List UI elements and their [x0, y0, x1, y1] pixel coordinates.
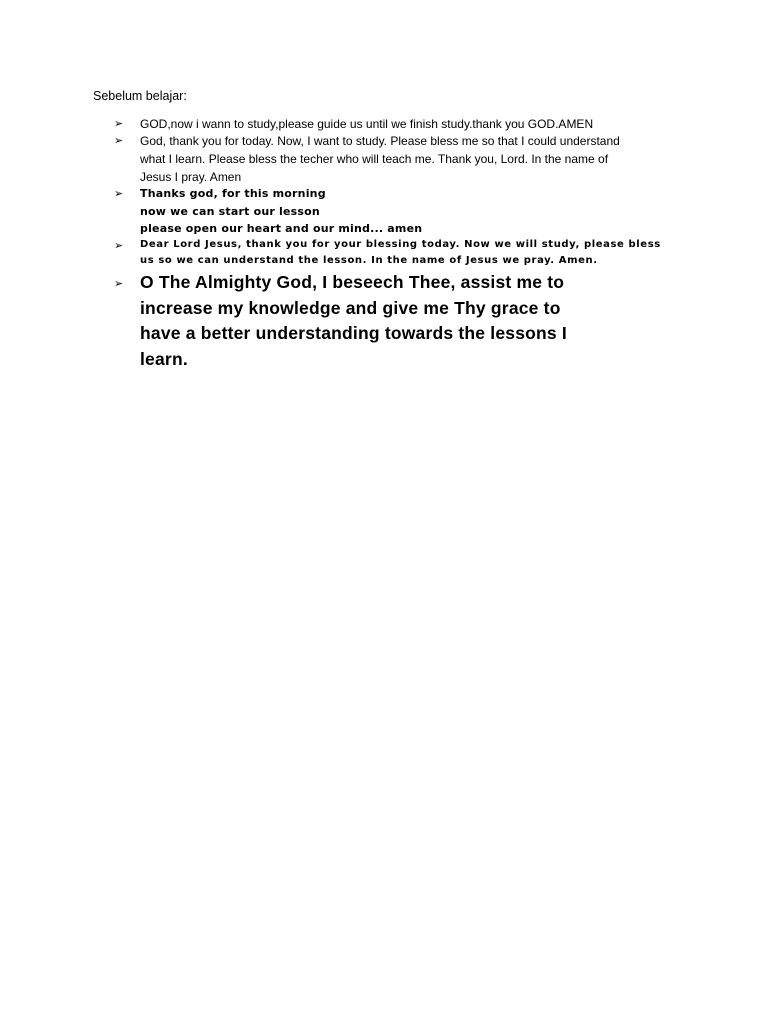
- prayer-text: God, thank you for today. Now, I want to study. Please bless me so that I could understand what I learn. Please bless the techer who will teach me. Thank you, Lord. In the name of Jesus I pray. Amen: [140, 134, 620, 184]
- document-heading: Sebelum belajar:: [93, 89, 187, 103]
- arrow-bullet-icon: ➢: [114, 187, 124, 200]
- prayer-text: O The Almighty God, I beseech Thee, assist me to increase my knowledge and give me Thy grace to have a better understanding towards the lessons I learn.: [140, 272, 567, 369]
- arrow-bullet-icon: ➢: [114, 239, 124, 252]
- arrow-bullet-icon: ➢: [114, 277, 124, 290]
- arrow-bullet-icon: ➢: [114, 134, 124, 147]
- arrow-bullet-icon: ➢: [114, 117, 124, 130]
- prayer-text: Dear Lord Jesus, thank you for your blessing today. Now we will study, please bless us so we can understand the lesson. In the name of Jesus we pray. Amen.: [140, 239, 661, 266]
- prayer-text: Thanks god, for this morning now we can start our lesson please open our heart and our mind... amen: [140, 187, 423, 235]
- prayer-text: GOD,now i wann to study,please guide us until we finish study.thank you GOD.AMEN: [140, 117, 594, 131]
